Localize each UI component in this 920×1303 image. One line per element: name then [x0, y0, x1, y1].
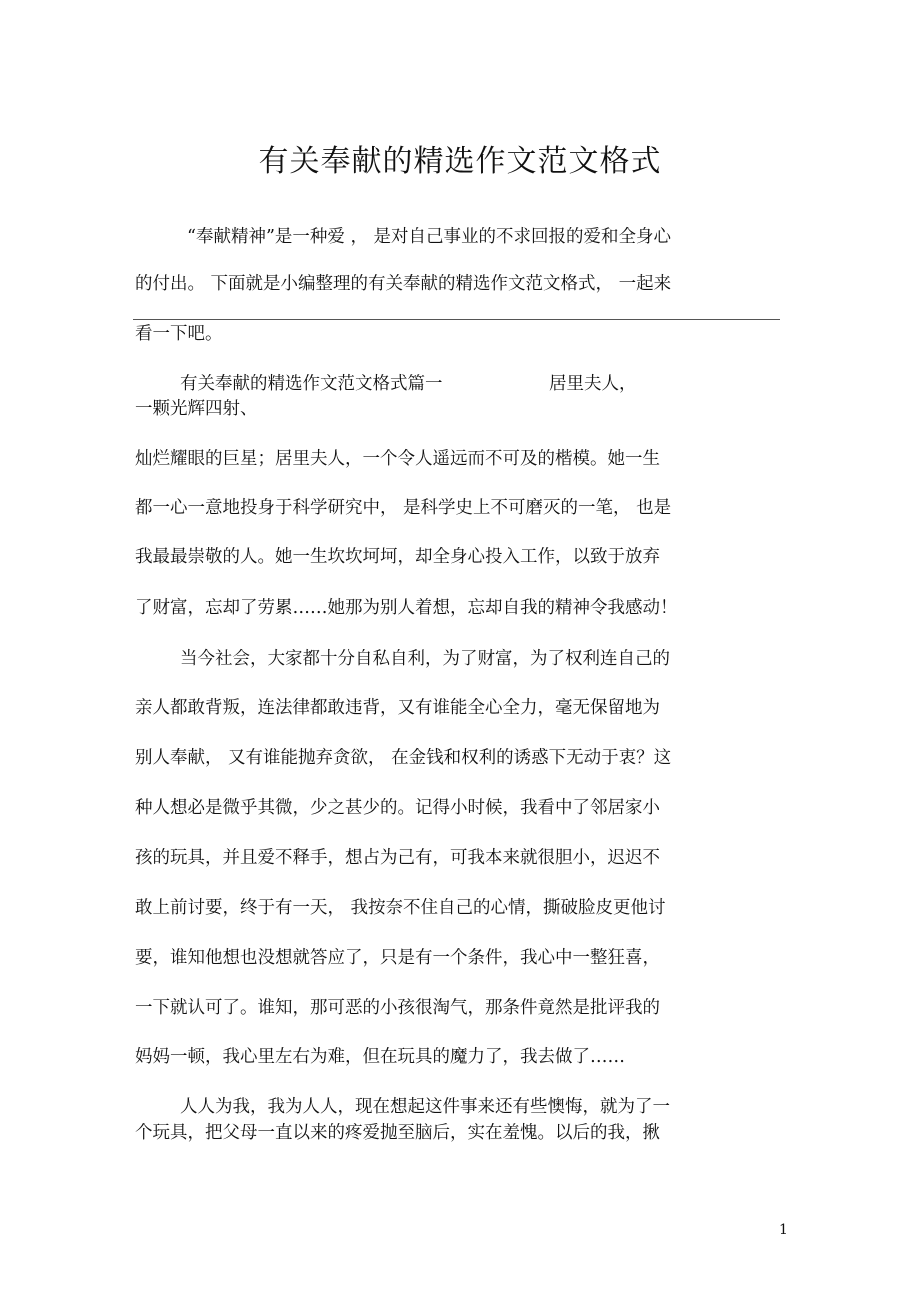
text-line: 亲人都敢背叛，连法律都敢违背，又有谁能全心全力，毫无保留地为 — [135, 698, 660, 718]
text-line: 敢上前讨要，终于有一天， 我按奈不住自己的心情，撕破脸皮更他讨 — [135, 898, 666, 918]
text-line: 一颗光辉四射、 — [135, 399, 258, 419]
text-line: 别人奉献， 又有谁能抛弃贪欲， 在金钱和权利的诱惑下无动于衷？这 — [135, 748, 672, 768]
text-line: 当今社会，大家都十分自私自利，为了财富，为了权利连自己的 — [180, 649, 670, 669]
text-line: 一下就认可了。谁知，那可恶的小孩很淘气，那条件竟然是批评我的 — [135, 998, 660, 1018]
text-line: 灿烂耀眼的巨星；居里夫人，一个令人遥远而不可及的楷模。她一生 — [135, 449, 660, 469]
text-line: “奉献精神”是一种爱 ， 是对自己事业的不求回报的爱和全身心 — [187, 227, 672, 247]
page-number: 1 — [779, 1222, 788, 1238]
text-line: 了财富，忘却了劳累……她那为别人着想，忘却自我的精神令我感动！ — [135, 598, 678, 618]
text-line: 我最最崇敬的人。她一生坎坎坷坷，却全身心投入工作，以致于放弃 — [135, 547, 660, 567]
text-line: 看一下吧。 — [135, 324, 223, 344]
text-line: 人人为我，我为人人，现在想起这件事来还有些懊悔，就为了一 — [180, 1097, 670, 1117]
text-line: 都一心一意地投身于科学研究中， 是科学史上不可磨灭的一笔， 也是 — [135, 498, 672, 518]
horizontal-rule — [133, 319, 780, 320]
section-heading: 有关奉献的精选作文范文格式篇一 — [180, 374, 443, 394]
text-line: 要，谁知他想也没想就答应了，只是有一个条件，我心中一整狂喜， — [135, 948, 660, 968]
document-title: 有关奉献的精选作文范文格式 — [258, 144, 662, 179]
text-line: 妈妈一顿，我心里左右为难，但在玩具的魔力了，我去做了…… — [135, 1047, 625, 1067]
text-line: 居里夫人， — [549, 374, 637, 394]
text-line: 孩的玩具，并且爱不释手，想占为己有，可我本来就很胆小，迟迟不 — [135, 848, 660, 868]
text-line: 个玩具，把父母一直以来的疼爱抛至脑后，实在羞愧。以后的我，揪 — [135, 1123, 660, 1143]
text-line: 的付出。 下面就是小编整理的有关奉献的精选作文范文格式， 一起来 — [135, 274, 672, 294]
text-line: 种人想必是微乎其微，少之甚少的。记得小时候，我看中了邻居家小 — [135, 798, 660, 818]
